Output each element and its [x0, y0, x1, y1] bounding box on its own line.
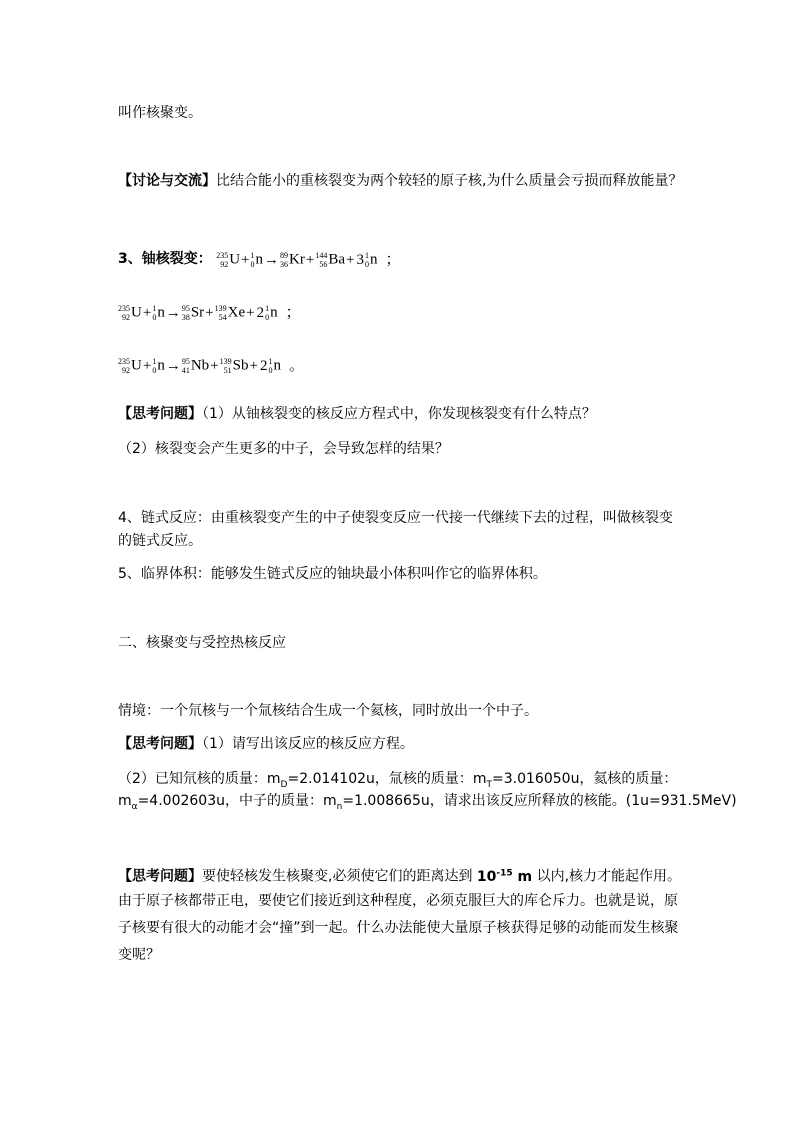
fission-prefix: 3、铀核裂变： — [118, 251, 212, 267]
nuclide-neutron: 1 0 n — [268, 356, 281, 375]
nuclide-neutron: 1 0 n — [250, 250, 264, 269]
text: 子核要有很大的动能才会“撞”到一起。什么办法能使大量原子核获得足够的动能而发生核聚 — [118, 920, 679, 936]
discussion-label: 【讨论与交流】 — [118, 173, 216, 189]
text: 变呢？ — [118, 947, 160, 963]
think-question-3 — [118, 735, 414, 753]
fusion-question-line-4 — [118, 946, 160, 964]
nuclide-uranium: 235 92 U — [216, 250, 241, 269]
arrow: → — [264, 251, 280, 268]
equation: 235 92 U+ 1 0 n→ 89 36 Kr+ 144 56 Ba+ 3 1 0 n ； — [216, 250, 401, 269]
fusion-question-line-1: 【思考问题】要使轻核发生核聚变,必须使它们的距离达到 $10^{-15}$ m 以内,核力才能起作用。 — [118, 868, 682, 885]
nuclide-krypton: 89 36 Kr — [280, 250, 305, 269]
nuclide-antimony: 139 51 Sb — [219, 356, 249, 375]
question-text: （1）请写出该反应的核反应方程。 — [202, 736, 414, 752]
nuclide-uranium: 235 92 U — [118, 356, 142, 375]
equation: 235 92 U+ 1 0 n→ 95 41 Nb+ 139 51 Sb+ 2 1 0 n 。 — [118, 356, 304, 375]
think-question-1 — [118, 405, 596, 423]
fission-equation-1 — [118, 250, 401, 274]
arrow: → — [165, 357, 181, 374]
text: 叫作核聚变。 — [118, 105, 202, 121]
mass-data-line-1: （2）已知氘核的质量：$m_D=2.014102u$，氚核的质量：$m_T=3.016050u$，氦核的质量： — [118, 771, 678, 790]
text-line-fusion-end — [118, 104, 202, 122]
question-text: （2）核裂变会产生更多的中子，会导致怎样的结果？ — [118, 441, 449, 457]
nuclide-strontium: 95 38 Sr — [181, 303, 205, 322]
question-text: （1）从铀核裂变的核反应方程式中，你发现核裂变有什么特点？ — [202, 406, 596, 422]
text: 二、核聚变与受控热核反应 — [118, 635, 286, 651]
think-label: 【思考问题】 — [118, 406, 202, 422]
text: 情境：一个氘核与一个氚核结合生成一个氦核，同时放出一个中子。 — [118, 703, 538, 719]
text: 的链式反应。 — [118, 533, 202, 549]
equation: 235 92 U+ 1 0 n→ 95 38 Sr+ 139 54 Xe+ 2 1 0 n ； — [118, 303, 301, 322]
section-heading — [118, 634, 286, 652]
critical-volume-line — [118, 565, 547, 583]
scenario-line — [118, 702, 538, 720]
nuclide-neutron: 1 0 n — [364, 250, 378, 269]
think-label: 【思考问题】 — [118, 736, 202, 752]
nuclide-xenon: 139 54 Xe — [214, 303, 246, 322]
exponent-value: $10^{-15}$ m — [476, 868, 533, 885]
chain-reaction-line-2 — [118, 532, 202, 550]
discussion-text: 比结合能小的重核裂变为两个较轻的原子核,为什么质量会亏损而释放能量？ — [216, 173, 683, 189]
think-question-2 — [118, 440, 449, 458]
arrow: → — [165, 304, 181, 321]
nuclide-niobium: 95 41 Nb — [181, 356, 210, 375]
fusion-question-line-2 — [118, 892, 678, 910]
text: 4、链式反应：由重核裂变产生的中子使裂变反应一代接一代继续下去的过程，叫做核裂变 — [118, 510, 673, 526]
nuclide-barium: 144 56 Ba — [315, 250, 345, 269]
fusion-question-line-3 — [118, 919, 679, 937]
think-label: 【思考问题】 — [118, 868, 202, 885]
nuclide-uranium: 235 92 U — [118, 303, 142, 322]
chain-reaction-line-1 — [118, 509, 673, 527]
fission-equation-3 — [118, 356, 305, 380]
nuclide-neutron: 1 0 n — [152, 356, 165, 375]
text: 5、临界体积：能够发生链式反应的铀块最小体积叫作它的临界体积。 — [118, 566, 547, 582]
nuclide-neutron: 1 0 n — [152, 303, 165, 322]
fission-equation-2 — [118, 303, 302, 327]
discussion-line — [118, 172, 682, 190]
text: 由于原子核都带正电，要使它们接近到这种程度，必须克服巨大的库仑斥力。也就是说，原 — [118, 893, 678, 909]
mass-data-line-2: $m_\alpha=4.002603u$，中子的质量：$m_n=1.008665u$，请求出该反应所释放的核能。(1u=931.5MeV) — [118, 793, 737, 812]
nuclide-neutron: 1 0 n — [265, 303, 278, 322]
